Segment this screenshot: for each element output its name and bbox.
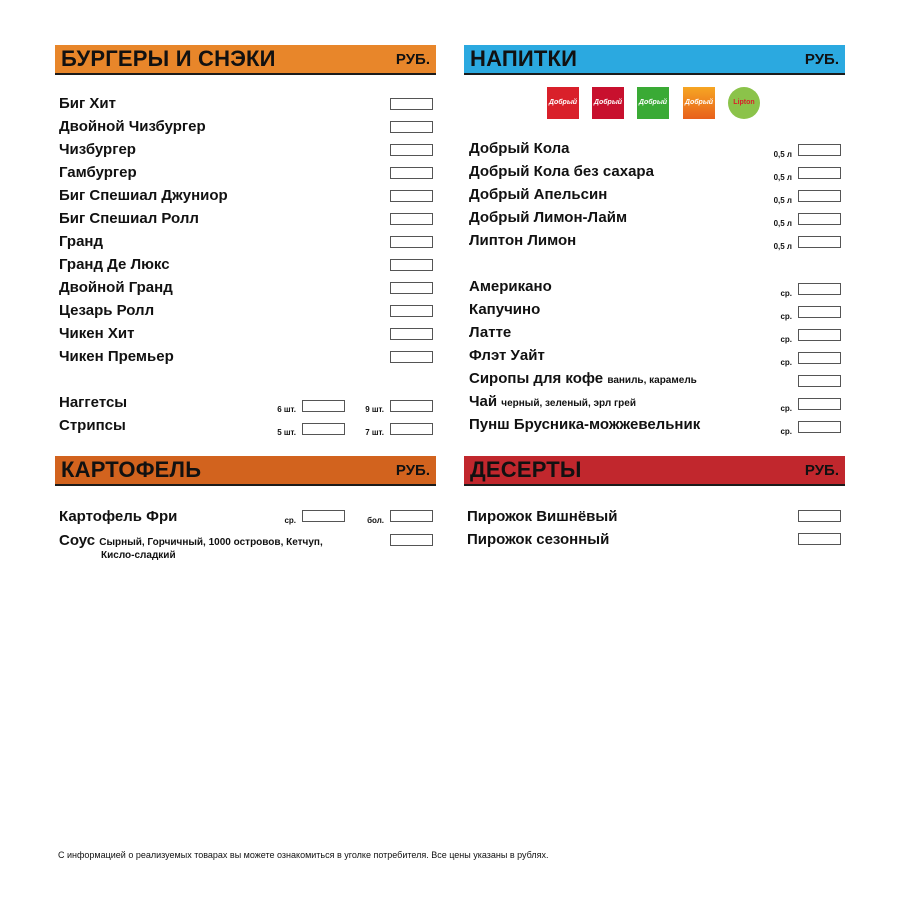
drink-size: ср. — [780, 358, 792, 367]
fries-size2: бол. — [367, 516, 384, 525]
burgers-title: БУРГЕРЫ И СНЭКИ — [61, 46, 276, 71]
price-box[interactable] — [390, 510, 433, 522]
price-box[interactable] — [798, 190, 841, 202]
sauce-note-cont: Кисло-сладкий — [101, 550, 176, 561]
burger-item: Гамбургер — [59, 164, 137, 181]
strips-label: Стрипсы — [59, 417, 126, 434]
drink-size: ср. — [780, 312, 792, 321]
fries-header — [55, 456, 436, 486]
drink-label: Флэт Уайт — [469, 347, 545, 364]
dobry-lime-logo: Добрый — [637, 87, 669, 119]
sauce-label: Соус — [59, 532, 96, 549]
drinks-currency: РУБ. — [804, 50, 839, 68]
burger-item: Гранд — [59, 233, 104, 250]
burger-item: Биг Спешиал Ролл — [59, 210, 199, 227]
drink-label: Сиропы для кофе — [469, 370, 604, 387]
burger-item: Биг Спешиал Джуниор — [59, 187, 228, 204]
drink-item — [469, 301, 540, 318]
price-box[interactable] — [390, 423, 433, 435]
nuggets-size1: 6 шт. — [277, 405, 296, 414]
price-box[interactable] — [798, 236, 841, 248]
strips-size2: 7 шт. — [365, 428, 384, 437]
fries-title: КАРТОФЕЛЬ — [61, 457, 202, 482]
burger-item: Гранд Де Люкс — [59, 256, 170, 273]
burger-item: Цезарь Ролл — [59, 302, 155, 319]
price-box[interactable] — [390, 167, 433, 179]
drink-label: Американо — [469, 278, 552, 295]
drink-label: Пунш Брусника-можжевельник — [469, 416, 701, 433]
burger-item: Двойной Гранд — [59, 279, 173, 296]
drink-item: Добрый Кола без сахара — [469, 163, 654, 180]
drink-item — [469, 347, 545, 364]
drink-size: 0,5 л — [773, 219, 792, 228]
drink-item: Добрый Лимон-Лайм — [469, 209, 628, 226]
price-box[interactable] — [798, 306, 841, 318]
price-box[interactable] — [390, 236, 433, 248]
fries-size1: ср. — [284, 516, 296, 525]
price-box[interactable] — [302, 400, 345, 412]
price-box[interactable] — [390, 400, 433, 412]
price-box[interactable] — [798, 421, 841, 433]
dessert-item: Пирожок Вишнёвый — [467, 508, 618, 525]
burger-item: Чизбургер — [59, 141, 136, 158]
price-box[interactable] — [798, 144, 841, 156]
drink-item: Добрый Кола — [469, 140, 570, 157]
dobry-cola-logo: Добрый — [547, 87, 579, 119]
drink-size: 0,5 л — [773, 196, 792, 205]
drink-size: ср. — [780, 289, 792, 298]
burger-item: Чикен Премьер — [59, 348, 174, 365]
dessert-item: Пирожок сезонный — [467, 531, 610, 548]
price-box[interactable] — [390, 144, 433, 156]
price-box[interactable] — [390, 305, 433, 317]
burgers-header — [55, 45, 436, 75]
price-box[interactable] — [390, 328, 433, 340]
drink-item — [469, 278, 552, 295]
drink-size: ср. — [780, 404, 792, 413]
footer-note: С информацией о реализуемых товарах вы можете ознакомиться в уголке потребителя. Все цены указаны в рублях. — [58, 850, 549, 860]
price-box[interactable] — [390, 213, 433, 225]
price-box[interactable] — [390, 351, 433, 363]
price-box[interactable] — [798, 329, 841, 341]
drink-size: 0,5 л — [773, 173, 792, 182]
price-box[interactable] — [302, 510, 345, 522]
drink-label: Латте — [469, 324, 512, 341]
price-box[interactable] — [302, 423, 345, 435]
drink-size: 0,5 л — [773, 242, 792, 251]
drink-label: Чай — [469, 393, 498, 410]
drink-label: Капучино — [469, 301, 541, 318]
sauce-note: Сырный, Горчичный, 1000 островов, Кетчуп, — [99, 537, 323, 548]
price-box[interactable] — [798, 167, 841, 179]
drink-note: ваниль, карамель — [607, 375, 697, 386]
price-box[interactable] — [798, 352, 841, 364]
price-box[interactable] — [390, 98, 433, 110]
price-box[interactable] — [798, 213, 841, 225]
price-box[interactable] — [798, 398, 841, 410]
desserts-currency: РУБ. — [804, 461, 839, 479]
drink-size: 0,5 л — [773, 150, 792, 159]
drink-note: черный, зеленый, эрл грей — [501, 398, 637, 409]
fries-label: Картофель Фри — [59, 508, 178, 525]
drink-item: Липтон Лимон — [469, 232, 577, 249]
price-box[interactable] — [798, 283, 841, 295]
fries-currency: РУБ. — [395, 461, 430, 479]
drink-item — [469, 370, 697, 387]
price-box[interactable] — [390, 259, 433, 271]
burger-item: Двойной Чизбургер — [59, 118, 206, 135]
price-box[interactable] — [798, 533, 841, 545]
drink-item: Добрый Апельсин — [469, 186, 608, 203]
drink-item — [469, 324, 511, 341]
burger-item: Биг Хит — [59, 95, 116, 112]
drinks-title: НАПИТКИ — [470, 46, 578, 71]
price-box[interactable] — [390, 190, 433, 202]
desserts-header — [464, 456, 845, 486]
desserts-title: ДЕСЕРТЫ — [470, 457, 582, 482]
nuggets-size2: 9 шт. — [365, 405, 384, 414]
drinks-header — [464, 45, 845, 75]
dobry-cola-zero-logo: Добрый — [592, 87, 624, 119]
drink-size: ср. — [780, 335, 792, 344]
nuggets-label: Наггетсы — [59, 394, 128, 411]
price-box[interactable] — [798, 510, 841, 522]
price-box[interactable] — [798, 375, 841, 387]
drink-item — [469, 393, 636, 410]
lipton-logo: Lipton — [728, 87, 760, 119]
price-box[interactable] — [390, 534, 433, 546]
dobry-orange-logo: Добрый — [683, 87, 715, 119]
price-box[interactable] — [390, 282, 433, 294]
burger-item: Чикен Хит — [59, 325, 135, 342]
price-box[interactable] — [390, 121, 433, 133]
burgers-currency: РУБ. — [395, 50, 430, 68]
strips-size1: 5 шт. — [277, 428, 296, 437]
drink-size: ср. — [780, 427, 792, 436]
sauce-item — [59, 532, 323, 549]
drink-item — [469, 416, 700, 433]
